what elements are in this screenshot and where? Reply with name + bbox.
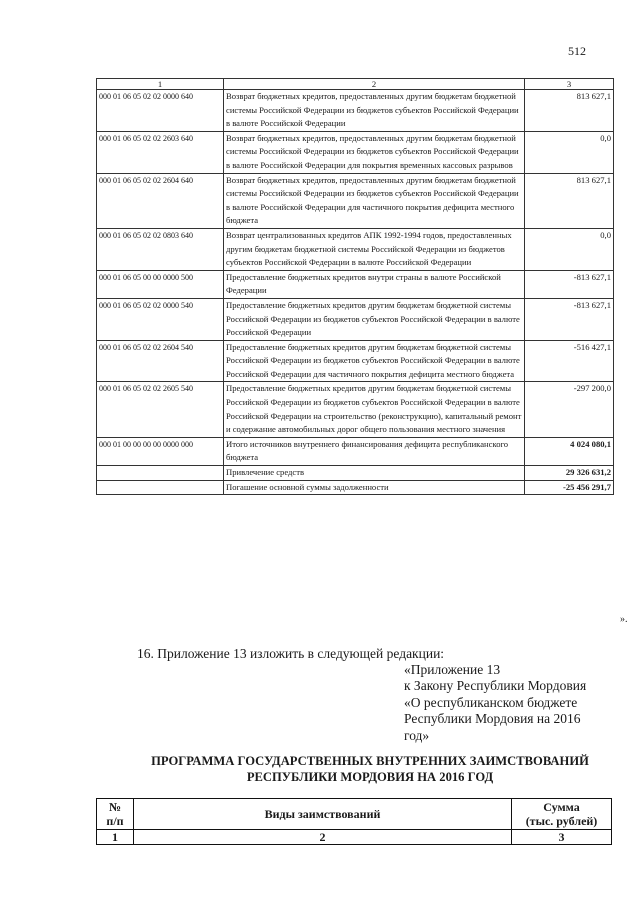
annex-line: «Приложение 13 <box>404 662 501 677</box>
numbering-cell: 1 <box>97 830 134 845</box>
table-row-total <box>97 437 614 465</box>
table-header-row <box>97 79 614 90</box>
row-name: Привлечение средств <box>224 466 525 481</box>
row-sum: 813 627,1 <box>525 90 614 132</box>
row-sum: 813 627,1 <box>525 173 614 228</box>
borrowing-program-table <box>96 798 612 845</box>
program-title-line: ПРОГРАММА ГОСУДАРСТВЕННЫХ ВНУТРЕННИХ ЗАИМСТВОВАНИЙ <box>151 754 589 768</box>
row-name: Возврат бюджетных кредитов, предоставленных другим бюджетам бюджетной системы Российской Федерации из бюджетов субъектов Российской Федерации в валюте Российской Федерации для частичного покрытия дефицита местного бюджета <box>224 173 525 228</box>
row-name: Возврат централизованных кредитов АПК 1992-1994 годов, предоставленных другим бюджетам бюджетной системы Российской Федерации из бюджетов субъектов Российской Федерации в валюте Российской Федерации <box>224 228 525 270</box>
table-row <box>97 90 614 132</box>
row-code: 000 01 06 05 02 02 2603 640 <box>97 131 224 173</box>
table-row <box>97 131 614 173</box>
row-name: Предоставление бюджетных кредитов другим бюджетам бюджетной системы Российской Федерации из бюджетов субъектов Российской Федерации в валюте Российской Федерации на строительство (реконструкцию), капитальный ремонт и содержание автомобильных дорог общего пользования местного значения <box>224 382 525 437</box>
row-code: 000 01 06 05 02 02 2605 540 <box>97 382 224 437</box>
row-sum: 0,0 <box>525 131 614 173</box>
numbering-cell: 3 <box>512 830 612 845</box>
row-sum: -516 427,1 <box>525 340 614 382</box>
row-name: Возврат бюджетных кредитов, предоставленных другим бюджетам бюджетной системы Российской Федерации из бюджетов субъектов Российской Федерации в валюте Российской Федерации для покрытия временных кассовых разрывов <box>224 131 525 173</box>
row-sum: -813 627,1 <box>525 270 614 298</box>
item-16-text: 16. Приложение 13 изложить в следующей редакции: <box>137 646 445 661</box>
row-sum: -25 456 291,7 <box>525 480 614 495</box>
table-row <box>97 298 614 340</box>
closing-quote: ». <box>620 614 628 625</box>
row-name: Предоставление бюджетных кредитов другим бюджетам бюджетной системы Российской Федерации из бюджетов субъектов Российской Федерации в валюте Российской Федерации <box>224 298 525 340</box>
table-row <box>97 480 614 495</box>
header-number-line: № <box>108 800 122 814</box>
annex-reference <box>404 662 619 744</box>
table-row <box>97 173 614 228</box>
program-title-line: РЕСПУБЛИКИ МОРДОВИЯ НА 2016 ГОД <box>246 769 494 784</box>
row-name: Возврат бюджетных кредитов, предоставленных другим бюджетам бюджетной системы Российской Федерации из бюджетов субъектов Российской Федерации в валюте Российской Федерации <box>224 90 525 132</box>
row-code: 000 01 00 00 00 00 0000 000 <box>97 437 224 465</box>
numbering-cell: 2 <box>134 830 512 845</box>
table-row <box>97 382 614 437</box>
table-row <box>97 466 614 481</box>
row-sum: 4 024 080,1 <box>525 437 614 465</box>
header-number-line: п/п <box>106 814 124 828</box>
program-title <box>120 754 620 785</box>
header-col-2: 2 <box>224 79 525 90</box>
row-code: 000 01 06 05 02 02 0000 540 <box>97 298 224 340</box>
table-row <box>97 340 614 382</box>
row-sum: -813 627,1 <box>525 298 614 340</box>
row-code <box>97 480 224 495</box>
annex-line: год» <box>404 727 430 743</box>
row-sum: 0,0 <box>525 228 614 270</box>
table-row <box>97 228 614 270</box>
annex-line: к Закону Республики Мордовия <box>404 678 587 694</box>
program-header-row <box>97 799 612 830</box>
row-code: 000 01 06 05 02 02 0000 640 <box>97 90 224 132</box>
annex-line: «О республиканском бюджете <box>404 694 578 710</box>
budget-sources-table <box>96 78 614 495</box>
row-code: 000 01 06 05 02 02 2604 640 <box>97 173 224 228</box>
row-name: Погашение основной суммы задолженности <box>224 480 525 495</box>
row-sum: -297 200,0 <box>525 382 614 437</box>
header-col-3: 3 <box>525 79 614 90</box>
header-sum-line: Сумма <box>543 800 580 814</box>
row-name: Предоставление бюджетных кредитов другим бюджетам бюджетной системы Российской Федерации из бюджетов субъектов Российской Федерации в валюте Российской Федерации для частичного покрытия дефицита местного бюджета <box>224 340 525 382</box>
row-sum: 29 326 631,2 <box>525 466 614 481</box>
header-borrowing-type: Виды заимствований <box>134 799 512 830</box>
table-row <box>97 270 614 298</box>
header-number <box>97 799 134 830</box>
header-sum-line: (тыс. рублей) <box>525 814 598 828</box>
program-numbering-row <box>97 830 612 845</box>
row-code: 000 01 06 05 02 02 2604 540 <box>97 340 224 382</box>
row-name: Итого источников внутреннего финансирования дефицита республиканского бюджета <box>224 437 525 465</box>
row-name: Предоставление бюджетных кредитов внутри страны в валюте Российской Федерации <box>224 270 525 298</box>
row-code <box>97 466 224 481</box>
annex-line: Республики Мордовия на 2016 <box>404 711 581 727</box>
header-col-1: 1 <box>97 79 224 90</box>
row-code: 000 01 06 05 02 02 0803 640 <box>97 228 224 270</box>
header-sum <box>512 799 612 830</box>
page-number: 512 <box>568 44 586 58</box>
row-code: 000 01 06 05 00 00 0000 500 <box>97 270 224 298</box>
